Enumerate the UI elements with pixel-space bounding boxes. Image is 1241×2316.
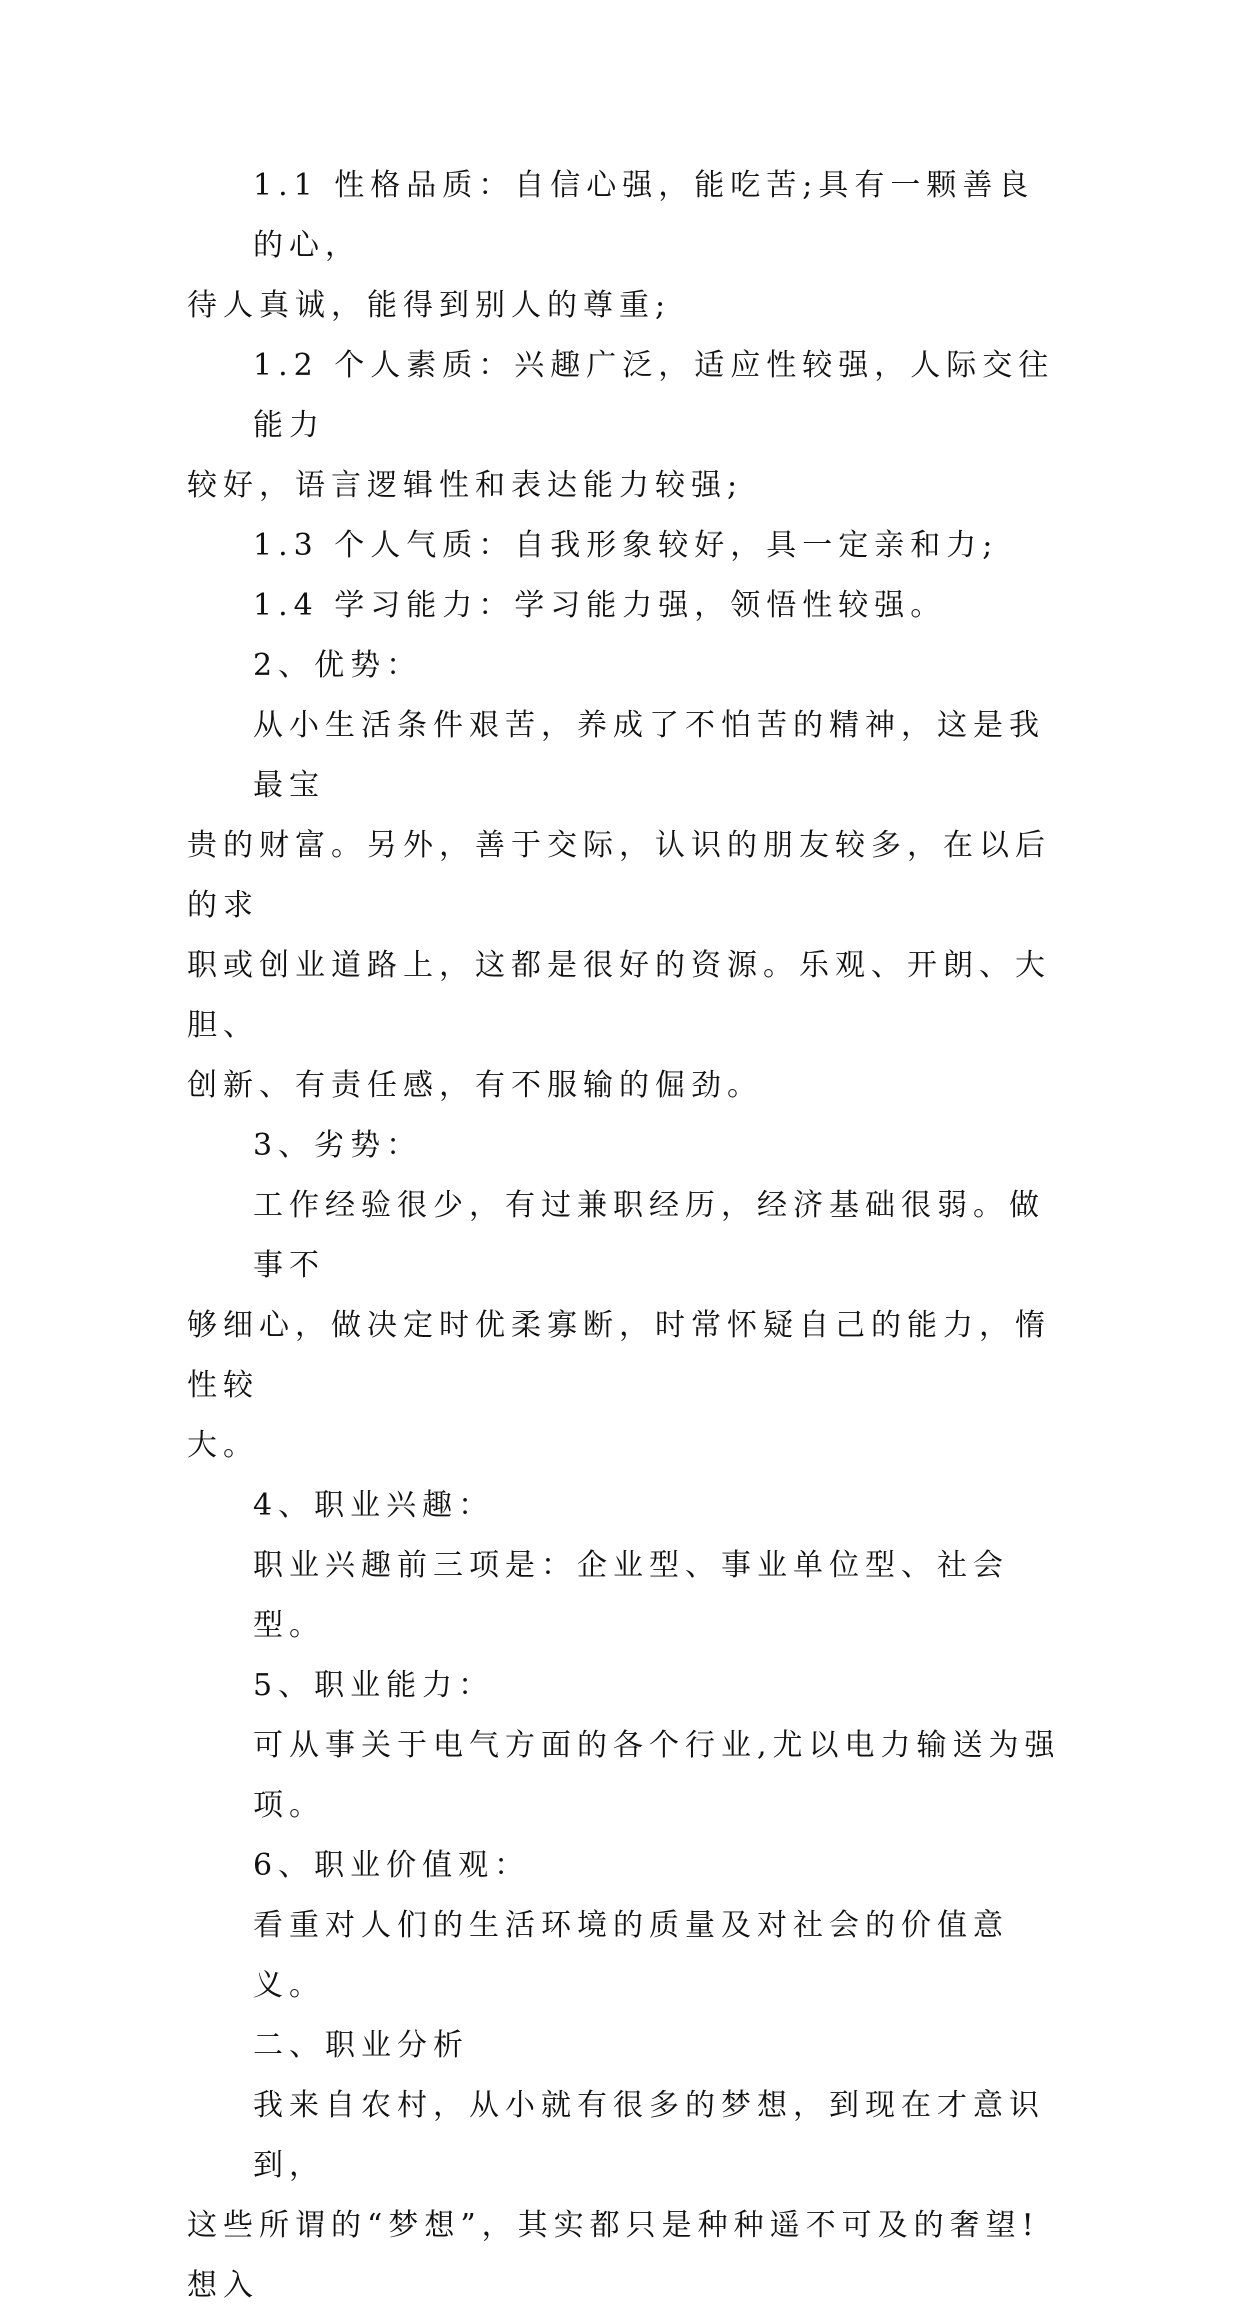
- section-heading: 二、职业分析: [253, 2028, 469, 2063]
- document-body: [187, 156, 1067, 2316]
- text-line: 创新、有责任感，有不服输的倔劲。: [187, 1068, 763, 1103]
- text-line: 从小生活条件艰苦，养成了不怕苦的精神，这是我最宝: [253, 708, 1045, 803]
- text-line: 我来自农村，从小就有很多的梦想，到现在才意识到，: [253, 2088, 1045, 2183]
- text-line: 待人真诚，能得到别人的尊重;: [187, 288, 672, 323]
- text-line: 1.3 个人气质：自我形象较好，具一定亲和力;: [253, 528, 999, 563]
- text-line: 够细心，做决定时优柔寡断，时常怀疑自己的能力，惰性较: [187, 1308, 1051, 1403]
- text-line: 贵的财富。另外，善于交际，认识的朋友较多，在以后的求: [187, 828, 1051, 923]
- text-line: 职或创业道路上，这都是很好的资源。乐观、开朗、大胆、: [187, 948, 1051, 1043]
- section-heading: 2、优势：: [253, 648, 423, 683]
- text-line: 可从事关于电气方面的各个行业,尤以电力输送为强项。: [253, 1728, 1061, 1823]
- text-line: 看重对人们的生活环境的质量及对社会的价值意义。: [253, 1908, 1009, 2003]
- text-line: 1.2 个人素质：兴趣广泛，适应性较强，人际交往能力: [253, 348, 1055, 443]
- section-heading: 4、职业兴趣：: [253, 1488, 495, 1523]
- text-line: 这些所谓的“梦想”，其实都只是种种遥不可及的奢望!想入: [187, 2208, 1040, 2303]
- text-line: 工作经验很少，有过兼职经历，经济基础很弱。做事不: [253, 1188, 1045, 1283]
- text-line: 较好，语言逻辑性和表达能力较强;: [187, 468, 744, 503]
- text-line: 大。: [187, 1428, 259, 1463]
- section-heading: 3、劣势：: [253, 1128, 423, 1163]
- section-heading: 6、职业价值观：: [253, 1848, 531, 1883]
- text-line: 1.4 学习能力：学习能力强，领悟性较强。: [253, 588, 947, 623]
- section-heading: 5、职业能力：: [253, 1668, 495, 1703]
- text-line: 职业兴趣前三项是：企业型、事业单位型、社会型。: [253, 1548, 1009, 1643]
- text-line: 1.1 性格品质：自信心强，能吃苦;具有一颗善良的心，: [253, 168, 1035, 263]
- line-list: [187, 156, 1067, 2316]
